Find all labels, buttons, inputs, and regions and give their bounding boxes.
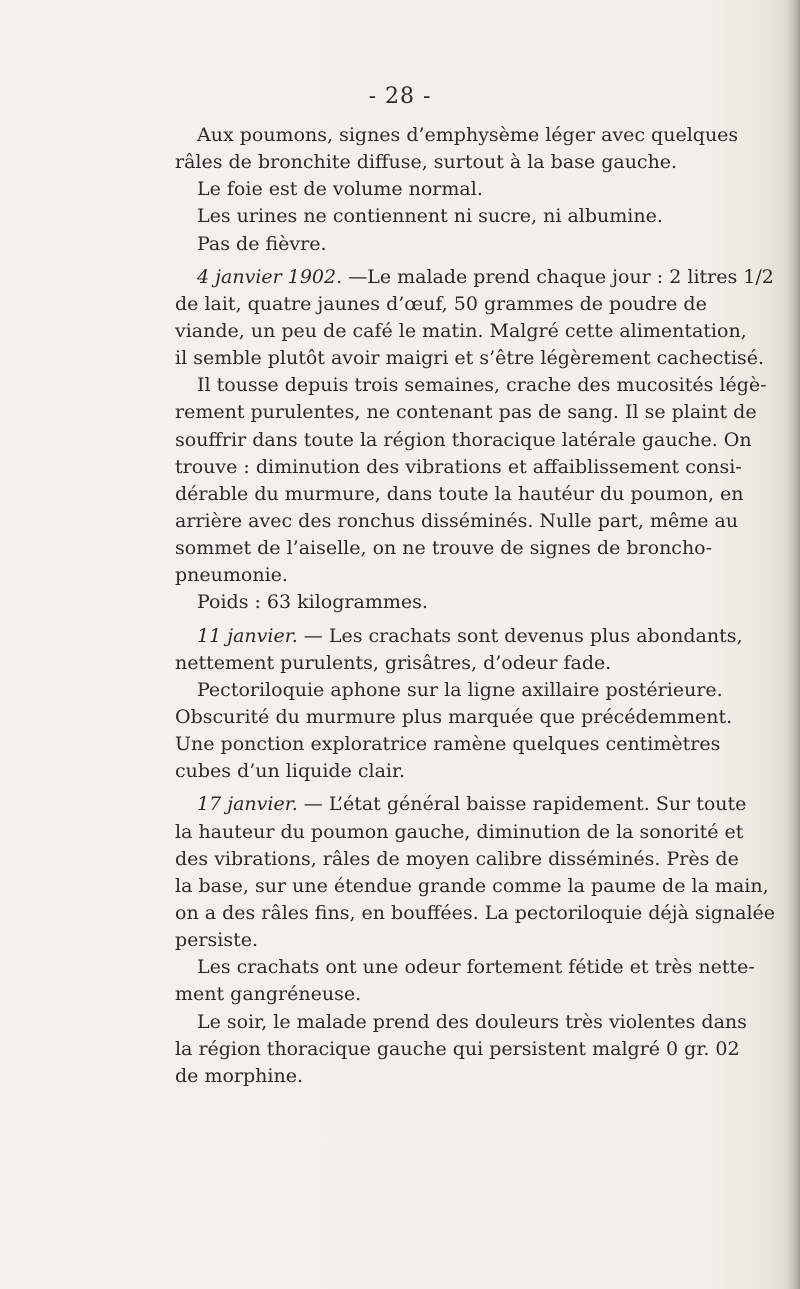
text-line: Obscurité du murmure plus marquée que précédemment. [175,705,733,728]
text-line: de lait, quatre jaunes d’œuf, 50 grammes de poudre de [175,292,707,315]
text-line: ment gangréneuse. [175,983,362,1006]
text-line: souffrir dans toute la région thoracique latérale gauche. On [175,428,752,451]
page-number: - 28 - [368,84,432,109]
text-line: Poids : 63 kilogrammes. [197,591,428,614]
text-line: Pas de fièvre. [197,232,327,255]
text-line: sommet de l’aiselle, on ne trouve de signes de broncho- [175,537,713,560]
text-line: arrière avec des ronchus disséminés. Nulle part, même au [175,509,739,532]
entry-date: 17 janvier. [197,793,298,816]
text-line: Les crachats ont une odeur fortement fétide et très nette- [197,956,755,979]
text-line: Les urines ne contiennent ni sucre, ni albumine. [197,205,663,228]
text-line: la base, sur une étendue grande comme la paume de la main, [175,874,769,897]
text-line: Le foie est de volume normal. [197,178,483,201]
text-line: Une ponction exploratrice ramène quelques centimètres [175,733,721,756]
text-line: dérable du murmure, dans toute la hautéur du poumon, en [175,482,744,505]
text-line: nettement purulents, grisâtres, d’odeur fade. [175,651,612,674]
text-line: la hauteur du poumon gauche, diminution de la sonorité et [175,820,744,843]
text-run: —Le malade prend chaque jour : 2 litres 1/2 [342,265,774,288]
entry-date: 11 janvier. [197,624,298,647]
text-line: des vibrations, râles de moyen calibre disséminés. Près de [175,847,739,870]
text-line: pneumonie. [175,564,288,587]
text-line: râles de bronchite diffuse, surtout à la base gauche. [175,151,678,174]
body-text [175,122,795,1090]
entry-date: 4 janvier 1902. [197,265,343,288]
text-line: il semble plutôt avoir maigri et s’être légèrement cachectisé. [175,347,765,370]
text-line: Pectoriloquie aphone sur la ligne axillaire postérieure. [197,678,723,701]
text-line: Aux poumons, signes d’emphysème léger avec quelques [197,124,739,146]
text-line: trouve : diminution des vibrations et affaiblissement consi- [175,455,742,478]
text-run: — L’état général baisse rapidement. Sur toute [297,793,747,816]
dated-entry-line [175,791,795,818]
text-run: — Les crachats sont devenus plus abondants, [297,624,743,647]
dated-entry-line [175,264,795,291]
text-line: de morphine. [175,1064,303,1087]
text-line: on a des râles fins, en bouffées. La pectoriloquie déjà signalée [175,901,776,924]
text-line: la région thoracique gauche qui persistent malgré 0 gr. 02 [175,1037,740,1060]
text-line: Le soir, le malade prend des douleurs très violentes dans [197,1010,747,1033]
text-line: cubes d’un liquide clair. [175,760,406,783]
dated-entry-line [175,623,795,650]
text-line: Il tousse depuis trois semaines, crache des mucosités légè- [197,374,767,397]
text-line: persiste. [175,929,258,952]
text-line: viande, un peu de café le matin. Malgré cette alimentation, [175,319,747,342]
text-line: rement purulentes, ne contenant pas de sang. Il se plaint de [175,401,757,424]
